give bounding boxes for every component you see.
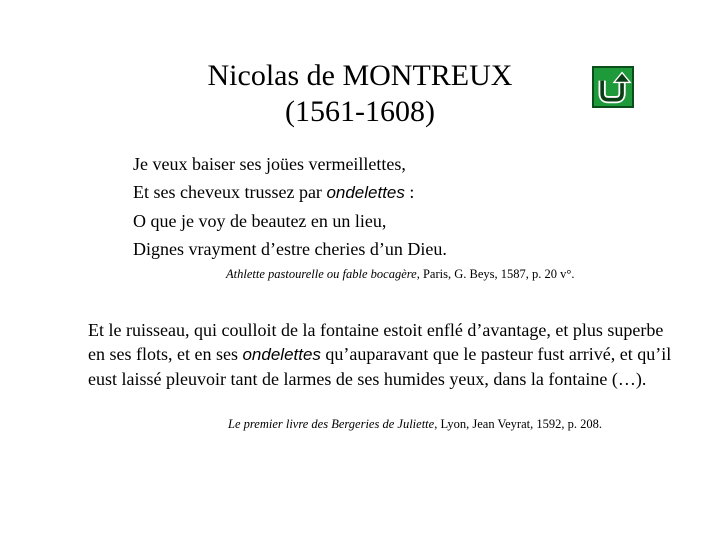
keyword-ondelettes: ondelettes [326, 183, 405, 202]
author-dates: (1561-1608) [285, 95, 435, 128]
prose-text-after: qu’auparavant que le pasteur fust arrivé, et qu’il eust laissé pleuvoir tant de larmes de ses humides yeux, dans la fontaine (…). [88, 344, 672, 389]
source-citation-1 [226, 266, 574, 282]
source-2-details: , Lyon, Jean Veyrat, 1592, p. 208. [434, 417, 602, 431]
page-title [160, 58, 560, 130]
poem-line-1: Je veux baiser ses joües vermeillettes, [133, 154, 406, 174]
source-2-title: Le premier livre des Bergeries de Juliette [228, 417, 435, 431]
poem-line-4: Dignes vrayment d’estre cheries d’un Dieu. [133, 239, 447, 259]
poem-line-2-end: : [404, 182, 415, 202]
author-name: Nicolas de MONTREUX [207, 59, 513, 92]
poem-line-3: O que je voy de beautez en un lieu, [133, 211, 387, 231]
keyword-ondelettes-prose: ondelettes [242, 345, 321, 364]
return-arrow-icon [594, 68, 632, 106]
poem-excerpt [133, 150, 447, 263]
poem-line-2 [133, 178, 447, 207]
source-1-title: Athlette pastourelle ou fable bocagère [226, 267, 417, 281]
prose-text-before: Et le ruisseau, qui coulloit de la fontaine estoit enflé d’avantage, et plus superbe en ses flots, et en ses [88, 320, 664, 364]
back-button[interactable] [592, 66, 634, 108]
source-1-details: , Paris, G. Beys, 1587, p. 20 v°. [416, 267, 575, 281]
source-citation-2 [228, 416, 602, 432]
poem-line-2-text: Et ses cheveux trussez par [133, 182, 327, 202]
prose-excerpt [88, 318, 678, 391]
